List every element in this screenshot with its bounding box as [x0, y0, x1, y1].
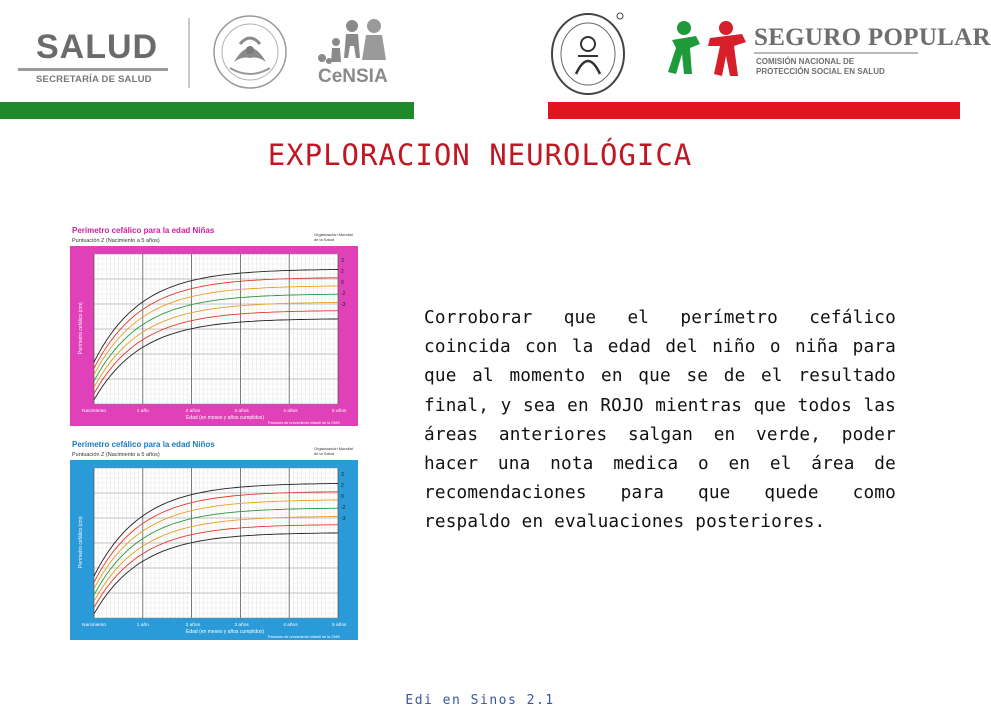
seguro-popular-subtitle	[756, 57, 885, 77]
mexico-seal-icon	[204, 12, 296, 92]
z-label: -2	[341, 291, 346, 297]
x-tick-label: Nacimiento	[82, 623, 106, 628]
who-label: Organización Mundial de la Salud	[314, 446, 353, 456]
x-tick-label: 4 años	[283, 409, 298, 414]
z-label: 2	[341, 269, 344, 275]
hospital-infantil-seal-icon	[548, 8, 630, 96]
censia-logo	[312, 18, 408, 90]
salud-subtitle: SECRETARÍA DE SALUD	[36, 74, 152, 85]
x-axis-label: Edad (en meses y años cumplidos)	[186, 629, 265, 635]
chart-subtitle: Puntuación Z (Nacimiento a 5 años)	[72, 452, 160, 458]
seguro-popular-line1: COMISIÓN NACIONAL DE	[756, 57, 855, 66]
green-band	[0, 102, 414, 119]
x-tick-label: 2 años	[185, 623, 201, 628]
x-tick-label: 2 años	[185, 409, 201, 414]
z-label: -3	[341, 516, 346, 522]
z-label: 2	[341, 483, 344, 489]
seguro-popular-line2: PROTECCIÓN SOCIAL EN SALUD	[756, 67, 885, 76]
x-tick-label: 3 años	[234, 409, 249, 414]
z-label: -2	[341, 505, 346, 511]
salud-wordmark: SALUD	[36, 28, 159, 66]
z-label: 3	[341, 258, 344, 264]
red-band	[548, 102, 960, 119]
chart-subtitle: Puntuación Z (Nacimiento a 5 años)	[72, 238, 160, 244]
grid	[94, 468, 338, 618]
x-tick-label: 4 años	[283, 623, 298, 628]
chart-title: Perímetro cefálico para la edad Niñas	[72, 226, 215, 235]
body-text: Corroborar que el perímetro cefálico coincida con la edad del niño o niña para que al momento en que se de el resultado final, y sea en ROJO mientras que todos las áreas anteriores salgan en verde, poder hacer una nota medica o en el área de recomendaciones para que quede como respaldo en evaluaciones posteriores.	[424, 308, 896, 533]
chart-title: Perímetro cefálico para la edad Niños	[72, 440, 215, 449]
grid	[94, 254, 338, 404]
source-label: Patrones de crecimiento infantil de la OMS	[268, 421, 340, 425]
z-label: 0	[341, 494, 344, 500]
x-tick-label: 5 años	[332, 623, 347, 628]
page-title: EXPLORACION NEUROLÓGICA	[267, 138, 693, 172]
header-separator	[188, 18, 190, 88]
source-label: Patrones de crecimiento infantil de la OMS	[268, 635, 340, 639]
children-icon	[668, 18, 752, 86]
z-label: -3	[341, 302, 346, 308]
x-tick-label: 5 años	[332, 409, 347, 414]
chart-plot	[70, 460, 358, 640]
y-axis-label: Perímetro cefálico (cm)	[78, 516, 84, 568]
z-label: 0	[341, 280, 344, 286]
chart-plot	[70, 246, 358, 426]
x-tick-label: 1 año	[136, 409, 149, 414]
seguro-popular-rule	[754, 52, 918, 54]
x-axis-label: Edad (en meses y años cumplidos)	[186, 415, 265, 421]
salud-divider	[18, 68, 168, 71]
x-tick-label: 3 años	[234, 623, 249, 628]
family-icon	[312, 18, 408, 68]
boys-head-circumference-chart	[68, 440, 358, 640]
z-label: 3	[341, 472, 344, 478]
who-label: Organización Mundial de la Salud	[314, 232, 353, 242]
x-tick-label: 1 año	[136, 623, 149, 628]
footer-text: Edi en Sinos 2.1	[405, 693, 555, 708]
y-axis-label: Perímetro cefálico (cm)	[78, 302, 84, 354]
seguro-popular-title: SEGURO POPULAR	[754, 24, 991, 51]
seguro-popular-logo	[668, 18, 991, 86]
salud-logo	[18, 26, 168, 96]
censia-name: CeNSIA	[318, 66, 388, 87]
x-tick-label: Nacimiento	[82, 409, 106, 414]
girls-head-circumference-chart	[68, 226, 358, 426]
